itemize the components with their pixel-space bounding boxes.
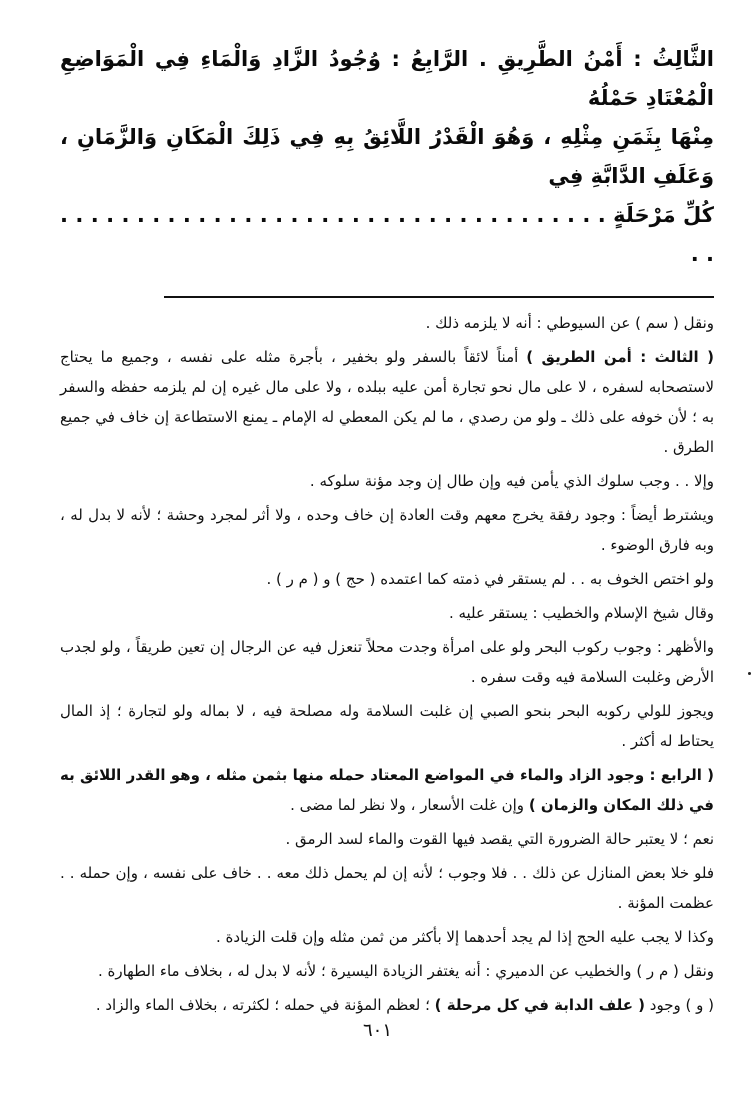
commentary-paragraph (60, 990, 714, 1020)
paragraph-text: ويشترط أيضاً : وجود رفقة يخرج معهم وقت العادة إن خاف وحده ، ولا أثر لمجرد وحشة ؛ لأنه لا بدل له ، وبه فارق الوضوء . (60, 506, 714, 554)
bold-heading: ( الثالث : أمن الطريق ) (526, 348, 714, 366)
paragraph-text: فلو خلا بعض المنازل عن ذلك . . فلا وجوب ؛ لأنه إن لم يحمل ذلك معه . . خاف على نفسه ، وإن حمله . . عظمت المؤنة . (60, 864, 714, 912)
paragraph-text: ونقل ( سم ) عن السيوطي : أنه لا يلزمه ذلك . (425, 314, 714, 332)
commentary-paragraph (60, 922, 714, 952)
commentary-paragraph (60, 956, 714, 986)
paragraph-text: وقال شيخ الإسلام والخطيب : يستقر عليه . (448, 604, 714, 622)
commentary-paragraph (60, 564, 714, 594)
paragraph-text: ويجوز للولي ركوبه البحر بنحو الصبي إن غلبت السلامة وله مصلحة فيه ، لا بماله ولو لتجارة ؛ إذ المال يحتاط له أكثر . (60, 702, 714, 750)
commentary-paragraph (60, 598, 714, 628)
commentary-paragraph (60, 696, 714, 756)
paragraph-text: ونقل ( م ر ) والخطيب عن الدميري : أنه يغتفر الزيادة اليسيرة ؛ لأنه لا بدل له ، بخلاف ماء الطهارة . (97, 962, 714, 980)
paragraph-text: أمناً لائقاً بالسفر ولو بخفير ، بأجرة مثله على نفسه ، وجميع ما يحتاج لاستصحابه لسفره ، لا على مال نحو تجارة أمن عليه ببلده ، ولا على مال غيره إن لم يلزمه حفظه والسفر به ؛ لأن خوفه على ذلك ـ ولو من رصدي ، ما لم يكن المعطي له الإمام ـ يمنع الاستطاعة إن خاف في جميع الطرق . (60, 348, 714, 456)
paragraph-text: نعم ؛ لا يعتبر حالة الضرورة التي يقصد فيها القوت والماء لسد الرمق . (285, 830, 714, 848)
page-body (60, 40, 714, 1024)
commentary-paragraph (60, 466, 714, 496)
commentary-paragraph (60, 760, 714, 820)
bold-heading: ( علف الدابة في كل مرحلة ) (434, 996, 646, 1014)
commentary-paragraph (60, 342, 714, 462)
paragraph-text: وإن غلت الأسعار ، ولا نظر لما مضى . (290, 796, 529, 814)
page-number: ٦٠١ (362, 1020, 392, 1041)
paragraph-text: وكذا لا يجب عليه الحج إذا لم يجد أحدهما إلا بأكثر من ثمن مثله وإن قلت الزيادة . (215, 928, 714, 946)
commentary-paragraph (60, 824, 714, 854)
paragraph-text: ( و ) وجود (645, 996, 714, 1014)
paragraph-text: ؛ لعظم المؤنة في حمله ؛ لكثرته ، بخلاف الماء والزاد . (95, 996, 435, 1014)
paragraph-text: والأظهر : وجوب ركوب البحر ولو على امرأة وجدت محلاً تنعزل فيه عن الرجال إن تعين طريقاً ، ولو لجدب الأرض وغلبت السلامة فيه وقت سفره . (60, 638, 714, 686)
commentary-paragraph (60, 500, 714, 560)
commentary-paragraph (60, 858, 714, 918)
divider-line (164, 296, 714, 298)
main-text-line-3: كُلِّ مَرْحَلَةٍ . . . . . . . . . . . . . . . . . . . . . . . . . . . . . . . . . . . . . . (60, 203, 714, 266)
main-text-line-1: الثَّالِثُ : أَمْنُ الطَّرِيقِ . الرَّابِعُ : وُجُودُ الزَّادِ وَالْمَاءِ فِي الْمَوَاضِعِ الْمُعْتَادِ حَمْلُهُ (60, 47, 714, 110)
commentary-paragraph (60, 632, 714, 692)
commentary-paragraph (60, 308, 714, 338)
paragraph-text: وإلا . . وجب سلوك الذي يأمن فيه وإن طال إن وجد مؤنة سلوكه . (309, 472, 714, 490)
commentary (60, 308, 714, 1020)
main-text (60, 40, 714, 274)
main-text-line-2: مِنْهَا بِثَمَنِ مِثْلِهِ ، وَهُوَ الْقَدْرُ اللَّائِقُ بِهِ فِي ذَلِكَ الْمَكَانِ وَالزَّمَانِ ، وَعَلَفِ الدَّابَّةِ فِي (60, 125, 714, 188)
bold-heading: ( الرابع : وجود الزاد والماء في المواضع المعتاد حمله منها بثمن مثله ، وهو القدر اللائق به في ذلك المكان والزمان ) (60, 766, 714, 814)
paragraph-text: ولو اختص الخوف به . . لم يستقر في ذمته كما اعتمده ( حج ) و ( م ر ) . (266, 570, 714, 588)
stray-mark (748, 672, 751, 675)
